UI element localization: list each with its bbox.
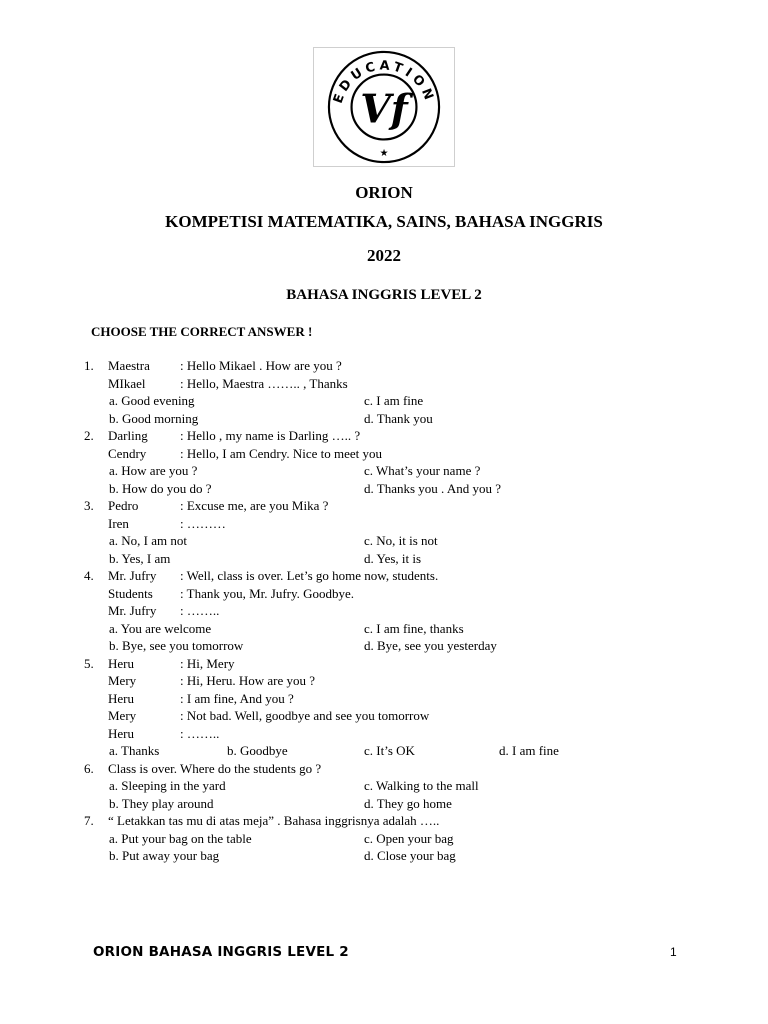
competition-title: KOMPETISI MATEMATIKA, SAINS, BAHASA INGGRIS: [165, 212, 603, 231]
speaker: Cendry: [108, 445, 147, 461]
option-b: b. How do you do ?: [109, 480, 212, 496]
dialogue-line: [0, 375, 768, 393]
speaker: Darling: [108, 428, 148, 443]
options-row: [0, 777, 768, 795]
question-5: [0, 655, 768, 673]
option-a: a. You are welcome: [109, 620, 212, 636]
option-b: b. Good morning: [109, 410, 199, 426]
instruction: CHOOSE THE CORRECT ANSWER !: [91, 324, 313, 339]
year-title: 2022: [367, 246, 401, 265]
speaker: MIkael: [108, 375, 146, 391]
dialogue-line: [0, 690, 768, 708]
utterance: : Hello, Maestra …….. , Thanks: [180, 375, 348, 391]
option-d: d. Bye, see you yesterday: [364, 638, 497, 653]
question-number: 1.: [84, 358, 94, 373]
option-c: c. Open your bag: [364, 830, 454, 846]
speaker: Pedro: [108, 498, 139, 513]
utterance: : Not bad. Well, goodbye and see you tomorrow: [180, 708, 430, 723]
question-3: [0, 497, 768, 515]
question-stem: “ Letakkan tas mu di atas meja” . Bahasa inggrisnya adalah …..: [108, 813, 440, 828]
options-row: [0, 795, 768, 813]
options-row: [0, 742, 768, 760]
option-c: c. What’s your name ?: [364, 463, 481, 478]
utterance: : Thank you, Mr. Jufry. Goodbye.: [180, 585, 355, 601]
speaker: Heru: [108, 655, 134, 671]
question-7: [0, 812, 768, 830]
options-row: [0, 637, 768, 655]
dialogue-line: [0, 672, 768, 690]
option-c: c. Walking to the mall: [364, 778, 479, 793]
utterance: : Well, class is over. Let’s go home now, students.: [180, 568, 439, 583]
options-row: [0, 480, 768, 498]
question-1: [0, 357, 768, 375]
option-d: d. Thank you: [364, 410, 433, 426]
subject-title: BAHASA INGGRIS LEVEL 2: [286, 287, 482, 303]
option-d: d. Yes, it is: [364, 550, 422, 566]
question-number: 3.: [84, 498, 94, 513]
dialogue-line: [0, 515, 768, 533]
option-d: d. I am fine: [499, 743, 559, 758]
options-row: [0, 847, 768, 865]
option-d: d. Close your bag: [364, 848, 456, 863]
option-d: d. Thanks you . And you ?: [364, 480, 501, 496]
question-stem: Class is over. Where do the students go ?: [108, 760, 322, 776]
options-row: [0, 532, 768, 550]
org-title: ORION: [355, 183, 413, 202]
question-number: 4.: [84, 568, 94, 583]
options-row: [0, 830, 768, 848]
speaker: Mr. Jufry: [108, 603, 157, 618]
question-2: [0, 427, 768, 445]
utterance: : ……..: [180, 725, 220, 741]
logo-ring-text: EDUCATION: [330, 58, 438, 106]
question-number: 6.: [84, 760, 94, 776]
question-6: [0, 760, 768, 778]
dialogue-line: [0, 585, 768, 603]
question-number: 2.: [84, 428, 94, 443]
utterance: : I am fine, And you ?: [180, 690, 294, 706]
options-row: [0, 462, 768, 480]
utterance: : ……..: [180, 603, 220, 618]
speaker: Mery: [108, 708, 137, 723]
options-row: [0, 410, 768, 428]
options-row: [0, 620, 768, 638]
footer-label: ORION BAHASA INGGRIS LEVEL 2: [93, 944, 349, 960]
logo: [313, 47, 455, 167]
option-a: a. No, I am not: [109, 533, 187, 548]
utterance: : Excuse me, are you Mika ?: [180, 498, 329, 513]
dialogue-line: [0, 725, 768, 743]
option-a: a. Good evening: [109, 393, 195, 408]
speaker: Heru: [108, 725, 134, 741]
dialogue-line: [0, 602, 768, 620]
question-4: [0, 567, 768, 585]
question-number: 5.: [84, 655, 94, 671]
option-b: b. Goodbye: [227, 743, 288, 758]
option-c: c. I am fine, thanks: [364, 620, 464, 636]
options-row: [0, 392, 768, 410]
utterance: : Hello Mikael . How are you ?: [180, 358, 342, 373]
option-b: b. Put away your bag: [109, 848, 220, 863]
option-d: d. They go home: [364, 795, 452, 811]
options-row: [0, 550, 768, 568]
option-b: b. They play around: [109, 795, 214, 811]
option-c: c. It’s OK: [364, 743, 415, 758]
education-logo-icon: [314, 48, 454, 166]
question-number: 7.: [84, 813, 94, 828]
option-a: a. Thanks: [109, 743, 160, 758]
speaker: Maestra: [108, 358, 150, 373]
speaker: Mr. Jufry: [108, 568, 157, 583]
speaker: Mery: [108, 673, 137, 688]
utterance: : Hello , my name is Darling ….. ?: [180, 428, 361, 443]
option-a: a. Sleeping in the yard: [109, 778, 226, 793]
option-a: a. How are you ?: [109, 463, 198, 478]
option-b: b. Yes, I am: [109, 550, 171, 566]
svg-text:★: ★: [379, 148, 389, 160]
question-list: [0, 357, 768, 865]
utterance: : Hi, Mery: [180, 655, 235, 671]
option-b: b. Bye, see you tomorrow: [109, 638, 244, 653]
option-a: a. Put your bag on the table: [109, 830, 252, 846]
option-c: c. I am fine: [364, 393, 424, 408]
logo-monogram: Vf: [360, 86, 408, 133]
utterance: : ………: [180, 515, 226, 531]
dialogue-line: [0, 445, 768, 463]
speaker: Iren: [108, 515, 129, 531]
utterance: : Hello, I am Cendry. Nice to meet you: [180, 445, 383, 461]
page-number: 1: [670, 945, 677, 959]
utterance: : Hi, Heru. How are you ?: [180, 673, 316, 688]
speaker: Heru: [108, 690, 134, 706]
speaker: Students: [108, 585, 153, 601]
option-c: c. No, it is not: [364, 533, 438, 548]
dialogue-line: [0, 707, 768, 725]
